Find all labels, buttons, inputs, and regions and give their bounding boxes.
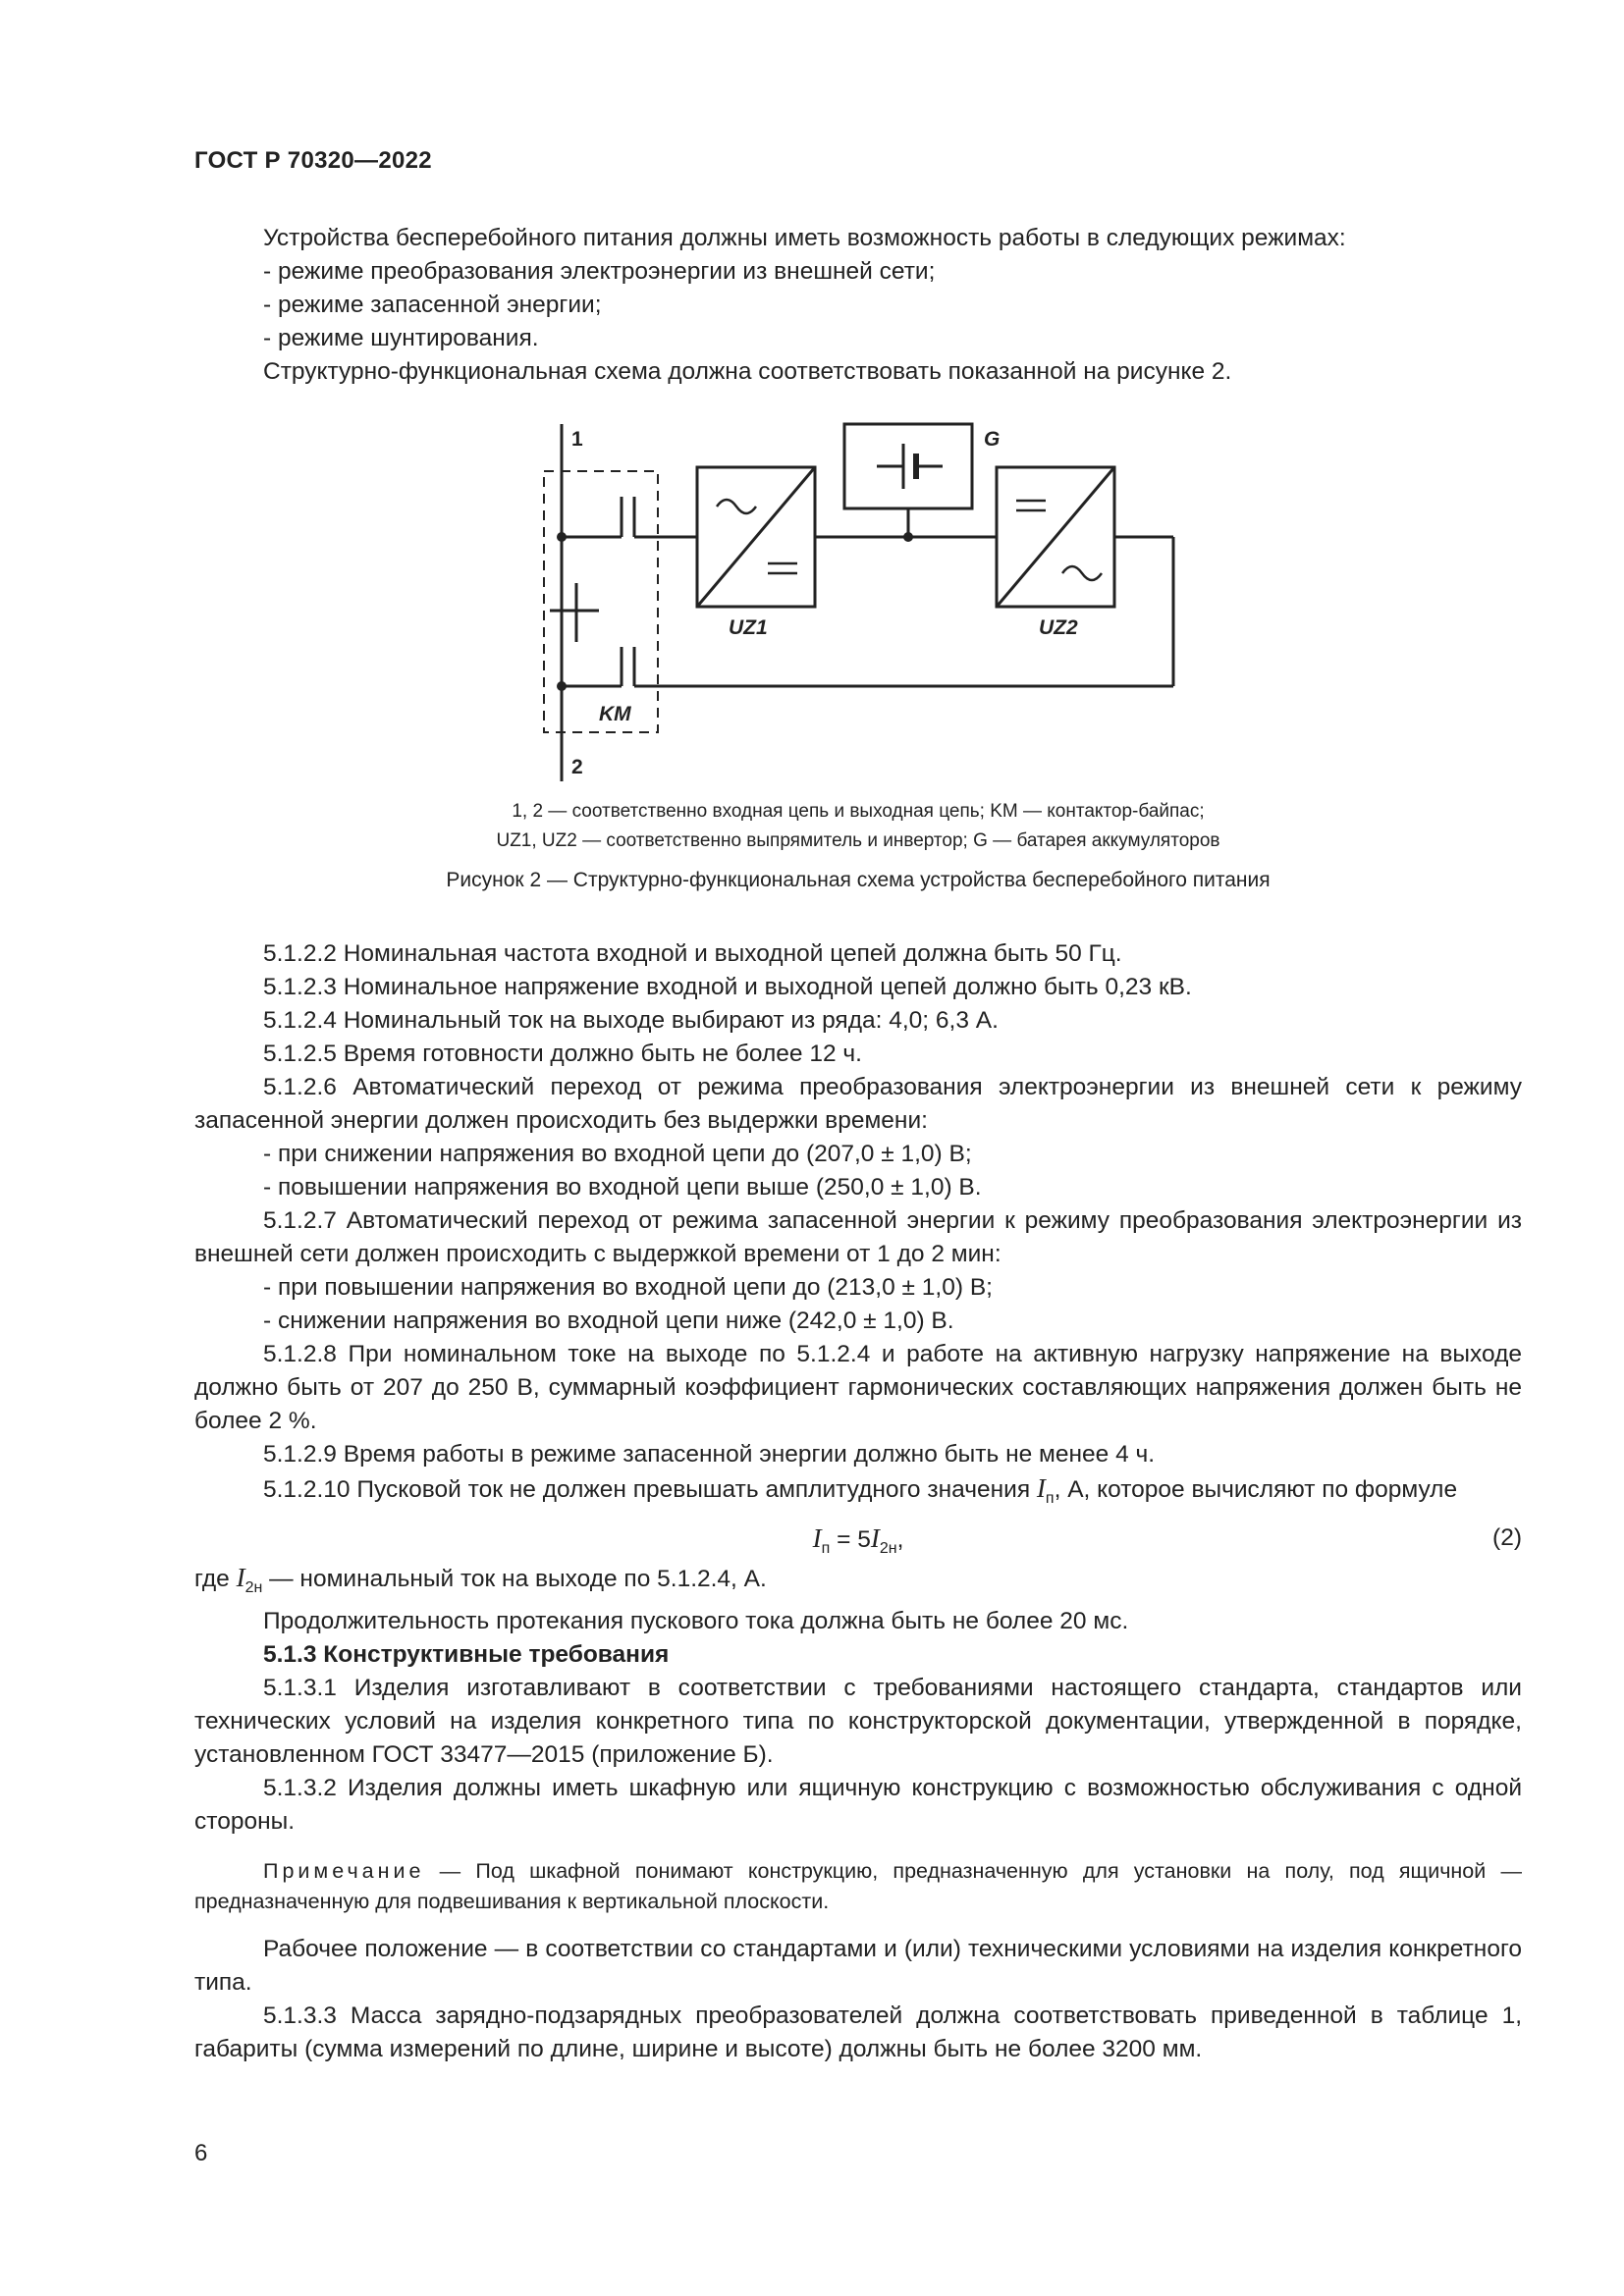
rectifier-label: UZ1 (729, 616, 768, 639)
inverter-label: UZ2 (1039, 616, 1078, 639)
intro-line: Устройства бесперебойного питания должны иметь возможность работы в следующих режимах: (263, 225, 1346, 251)
working-position: Рабочее положение — в соответствии со стандартами и (или) техническими условиями на изделия конкретного типа. (194, 1935, 1522, 1996)
clause-5123: 5.1.2.3 Номинальное напряжение входной и выходной цепей должно быть 0,23 кВ. (263, 974, 1192, 1000)
formula-row (194, 1516, 1522, 1561)
clause-5124: 5.1.2.4 Номинальный ток на выходе выбирают из ряда: 4,0; 6,3 А. (263, 1007, 999, 1034)
inrush-duration: Продолжительность протекания пускового тока должна быть не более 20 мс. (263, 1607, 1129, 1634)
intro-line: - режиме преобразования электроэнергии из внешней сети; (263, 258, 936, 285)
input-circuit-label: 1 (571, 428, 583, 451)
page-number: 6 (194, 2140, 208, 2166)
document-code-header: ГОСТ Р 70320—2022 (194, 147, 432, 174)
clause-51210: 5.1.2.10 Пусковой ток не должен превышать амплитудного значения $I_п$, А, которое вычисляют по формуле (263, 1473, 1458, 1507)
clause-5133: 5.1.3.3 Масса зарядно-подзарядных преобразователей должна соответствовать приведенной в таблице 1, габариты (сумма измерений по длине, ширине и высоте) должны быть не более 3200 мм. (194, 2002, 1522, 2062)
battery-box (844, 424, 972, 508)
legend-line: 1, 2 — соответственно входная цепь и выходная цепь; KM — контактор-байпас; (512, 801, 1205, 822)
junction-dot (557, 681, 567, 691)
note: Примечание — Под шкафной понимают конструкцию, предназначенную для установки на полу, под ящичной — предназначенную для подвешивания к вертикальной плоскости. (194, 1858, 1522, 1913)
clause-5125: 5.1.2.5 Время готовности должно быть не более 12 ч. (263, 1041, 862, 1067)
junction-dot (557, 532, 567, 542)
legend-line: UZ1, UZ2 — соответственно выпрямитель и инвертор; G — батарея аккумуляторов (496, 830, 1220, 851)
clause-5128: 5.1.2.8 При номинальном токе на выходе по 5.1.2.4 и работе на активную нагрузку напряжение на выходе должно быть от 207 до 250 В, суммарный коэффициент гармонических составляющих напряжения должен быть не более 2 %. (194, 1341, 1522, 1434)
formula: $I_п = 5I_{2н}$, (812, 1522, 904, 1557)
clause-list-item: - при снижении напряжения во входной цепи до (207,0 ± 1,0) В; (263, 1141, 972, 1167)
clause-5129: 5.1.2.9 Время работы в режиме запасенной энергии должно быть не менее 4 ч. (263, 1441, 1156, 1468)
clause-5131: 5.1.3.1 Изделия изготавливают в соответствии с требованиями настоящего стандарта, стандартов или технических условий на изделия конкретного типа по конструкторской документации, утвержденной в порядке, установленном ГОСТ 33477—2015 (приложение Б). (194, 1674, 1522, 1768)
clauses-block (194, 937, 1522, 2066)
figure-title: Рисунок 2 — Структурно-функциональная схема устройства бесперебойного питания (446, 869, 1271, 891)
intro-block (194, 222, 1522, 389)
ups-block-diagram (520, 416, 1188, 789)
formula-explanation: где $I_{2н}$ — номинальный ток на выходе по 5.1.2.4, А. (194, 1562, 767, 1596)
clause-5122: 5.1.2.2 Номинальная частота входной и выходной цепей должна быть 50 Гц. (263, 940, 1122, 967)
clause-5132: 5.1.3.2 Изделия должны иметь шкафную или ящичную конструкцию с возможностью обслуживания с одной стороны. (194, 1774, 1522, 1835)
junction-dot (903, 532, 913, 542)
output-circuit-label: 2 (571, 756, 583, 778)
intro-line: Структурно-функциональная схема должна соответствовать показанной на рисунке 2. (263, 358, 1232, 385)
clause-list-item: - повышении напряжения во входной цепи выше (250,0 ± 1,0) В. (263, 1174, 982, 1201)
figure-legend (194, 797, 1522, 856)
battery-label: G (984, 428, 1001, 451)
formula-number: (2) (1492, 1523, 1522, 1551)
section-heading-513: 5.1.3 Конструктивные требования (263, 1640, 670, 1668)
clause-list-item: - при повышении напряжения во входной цепи до (213,0 ± 1,0) В; (263, 1274, 993, 1301)
clause-list-item: - снижении напряжения во входной цепи ниже (242,0 ± 1,0) В. (263, 1308, 954, 1334)
intro-line: - режиме запасенной энергии; (263, 292, 602, 318)
contactor-label: KM (599, 703, 631, 725)
intro-line: - режиме шунтирования. (263, 325, 539, 351)
clause-5126: 5.1.2.6 Автоматический переход от режима преобразования электроэнергии из внешней сети к режиму запасенной энергии должен происходить без выдержки времени: (194, 1074, 1522, 1134)
clause-5127: 5.1.2.7 Автоматический переход от режима запасенной энергии к режиму преобразования электроэнергии из внешней сети должен происходить с выдержкой времени от 1 до 2 мин: (194, 1207, 1522, 1267)
diagram-svg (520, 416, 1188, 789)
